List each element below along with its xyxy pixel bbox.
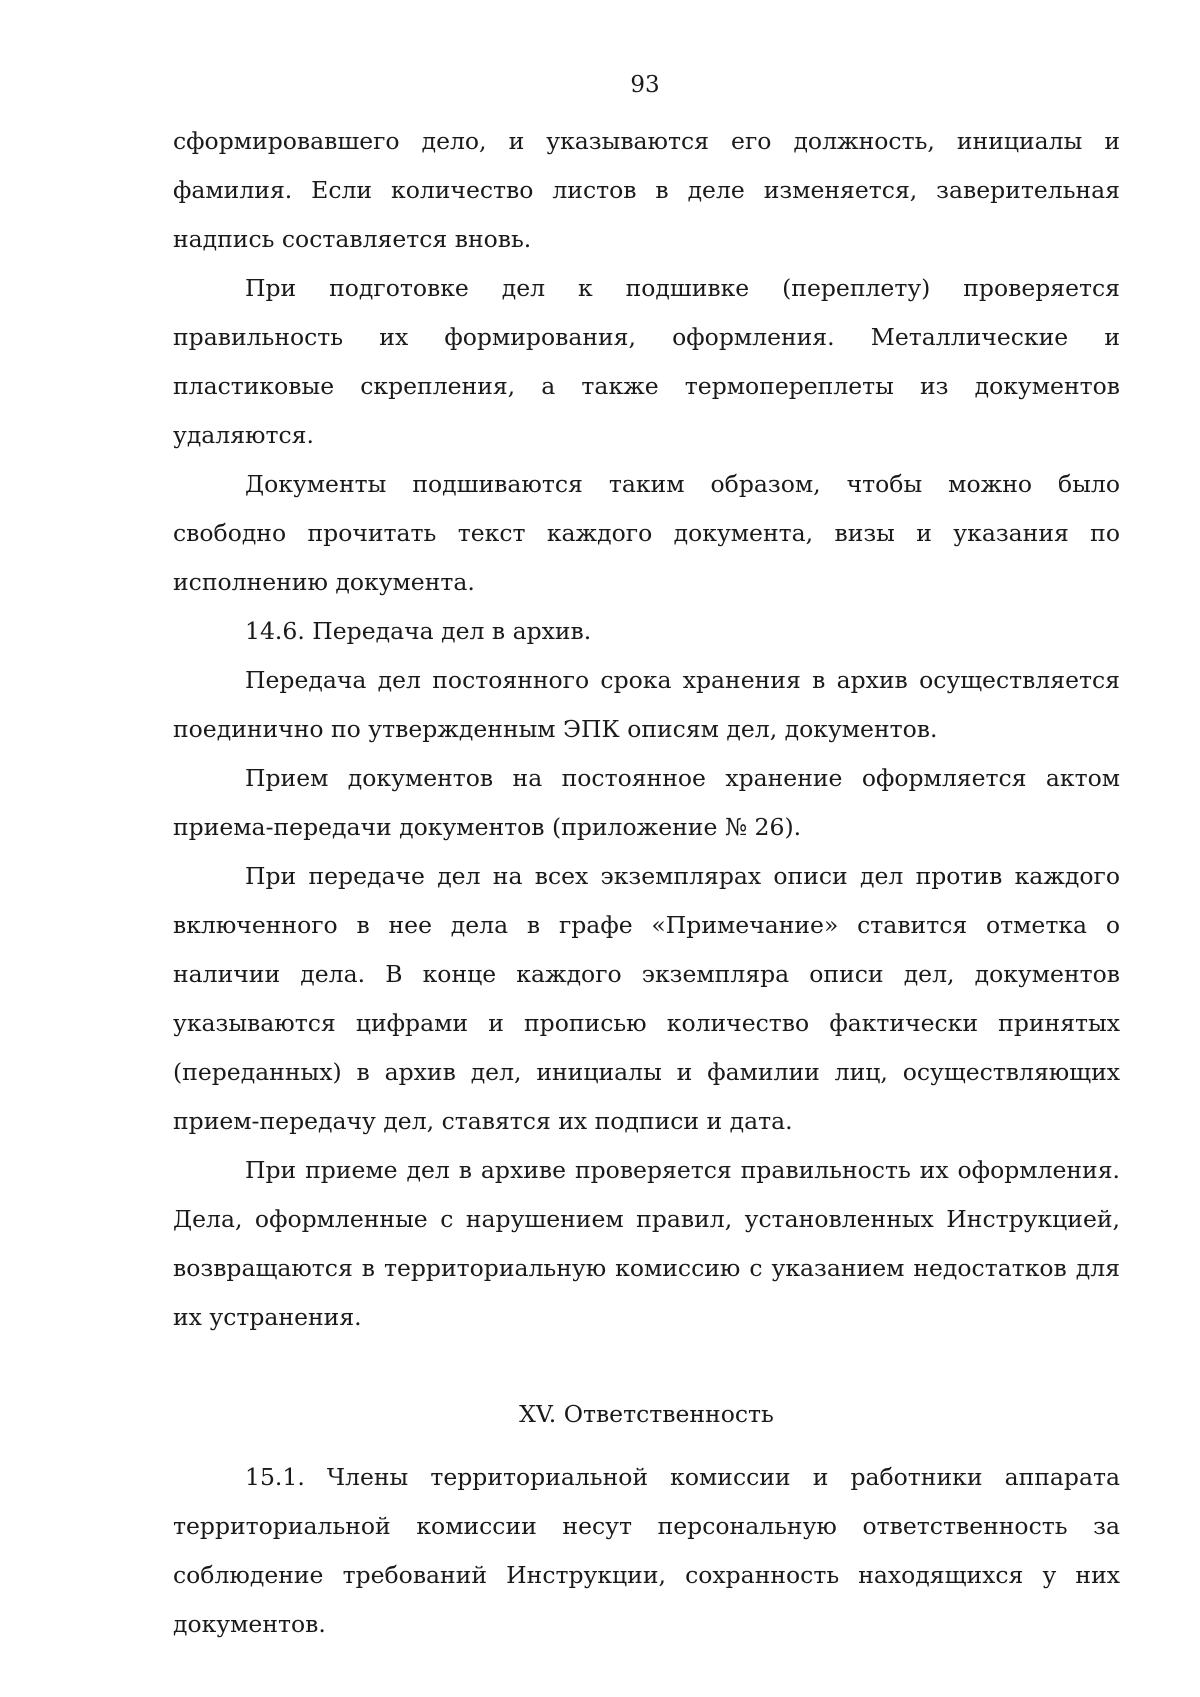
- paragraph: 15.1. Члены территориальной комиссии и работники аппарата территориальной комиссии несут персональную ответственность за соблюдение требований Инструкции, сохранность находящихся у них документов.: [173, 1463, 1120, 1638]
- paragraph: Прием документов на постоянное хранение оформляется актом приема-передачи документов (приложение № 26).: [173, 764, 1120, 841]
- paragraph: При передаче дел на всех экземплярах описи дел против каждого включенного в нее дела в графе «Примечание» ставится отметка о наличии дела. В конце каждого экземпляра описи дел, документов указываются цифрами и прописью количество фактически принятых (переданных) в архив дел, инициалы и фамилии лиц, осуществляющих прием-передачу дел, ставятся их подписи и дата.: [173, 862, 1120, 1135]
- paragraph: При подготовке дел к подшивке (переплету) проверяется правильность их формирования, оформления. Металлические и пластиковые скрепления, а также термопереплеты из документов удаляются.: [173, 274, 1120, 449]
- section-title: XV. Ответственность: [519, 1400, 774, 1428]
- paragraph: Передача дел постоянного срока хранения в архив осуществляется поединично по утвержденным ЭПК описям дел, документов.: [173, 666, 1120, 743]
- subsection-heading: 14.6. Передача дел в архив.: [245, 617, 592, 645]
- paragraph: Документы подшиваются таким образом, чтобы можно было свободно прочитать текст каждого документа, визы и указания по исполнению документа.: [173, 470, 1120, 596]
- paragraph: сформировавшего дело, и указываются его должность, инициалы и фамилия. Если количество листов в деле изменяется, заверительная надпись составляется вновь.: [173, 127, 1120, 253]
- page-body: [173, 117, 1120, 1649]
- paragraph: При приеме дел в архиве проверяется правильность их оформления. Дела, оформленные с нарушением правил, установленных Инструкцией, возвращаются в территориальную комиссию с указанием недостатков для их устранения.: [173, 1156, 1120, 1331]
- page-number: 93: [630, 72, 660, 98]
